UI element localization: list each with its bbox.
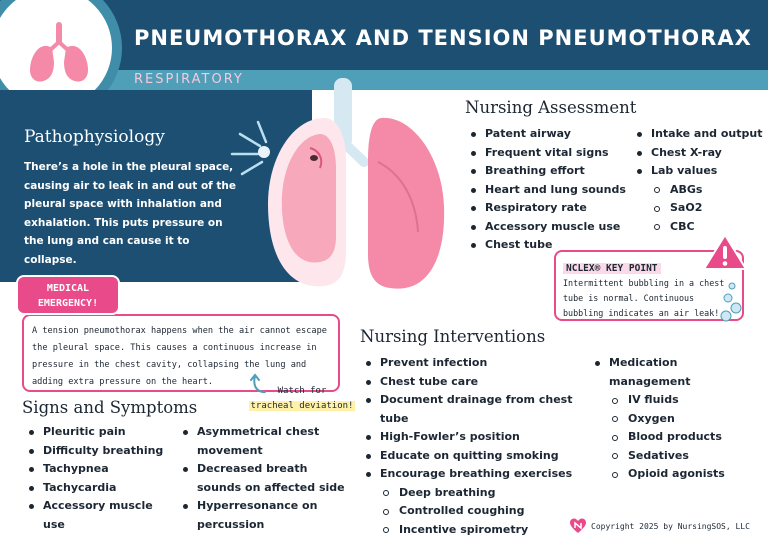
list-item: Educate on quitting smoking xyxy=(363,447,593,466)
list-subitem: Opioid agonists xyxy=(592,465,762,484)
signs-list-1 xyxy=(26,423,176,534)
list-item: Decreased breath sounds on affected side xyxy=(180,460,350,497)
list-item: Difficulty breathing xyxy=(26,442,176,461)
list-subitem: Oxygen xyxy=(592,410,762,429)
emergency-callout xyxy=(22,314,340,392)
list-subitem: Incentive spirometry xyxy=(363,521,593,540)
interventions-list-1 xyxy=(363,354,593,539)
list-item: Tachycardia xyxy=(26,479,176,498)
badge-line-2: EMERGENCY! xyxy=(37,298,99,309)
pathophysiology-title: Pathophysiology xyxy=(24,127,165,147)
badge-line-1: MEDICAL xyxy=(46,283,90,294)
list-item: Lab values xyxy=(634,162,764,181)
copyright-text: Copyright 2025 by NursingSOS, LLC xyxy=(591,521,750,531)
list-item: Encourage breathing exercises xyxy=(363,465,593,484)
list-item: Chest tube xyxy=(468,236,628,255)
bubbles-icon xyxy=(718,280,748,324)
list-item: Heart and lung sounds xyxy=(468,181,628,200)
signs-list-2 xyxy=(180,423,350,534)
list-subitem: Controlled coughing xyxy=(363,502,593,521)
list-item: Pleuritic pain xyxy=(26,423,176,442)
copyright-footer xyxy=(570,518,750,534)
list-subitem: Deep breathing xyxy=(363,484,593,503)
nursingsos-logo-icon xyxy=(570,518,586,534)
watch-line-1: Watch for xyxy=(277,386,327,396)
watch-line-2: tracheal deviation! xyxy=(250,401,354,411)
list-item: Prevent infection xyxy=(363,354,593,373)
nclex-title: NCLEX® KEY POINT xyxy=(563,263,661,274)
medical-emergency-badge xyxy=(16,275,120,315)
list-item: Accessory muscle use xyxy=(468,218,628,237)
assessment-list-1 xyxy=(468,125,628,255)
nclex-text: Intermittent bubbling in a chest tube is normal. Continuous bubbling indicates an air leak! xyxy=(563,278,725,318)
list-subitem: ABGs xyxy=(634,181,764,200)
lungs-icon xyxy=(24,18,94,88)
signs-title: Signs and Symptoms xyxy=(22,398,198,417)
list-item: Intake and output xyxy=(634,125,764,144)
list-item: Document drainage from chest tube xyxy=(363,391,593,428)
list-item: Medication management xyxy=(592,354,762,391)
list-item: Patent airway xyxy=(468,125,628,144)
list-subitem: IV fluids xyxy=(592,391,762,410)
list-subitem: SaO2 xyxy=(634,199,764,218)
list-item: Breathing effort xyxy=(468,162,628,181)
assessment-list-2 xyxy=(634,125,764,236)
assessment-title: Nursing Assessment xyxy=(465,98,637,117)
collapsed-lung-illustration xyxy=(228,76,480,310)
list-item: Tachypnea xyxy=(26,460,176,479)
list-subitem: Blood products xyxy=(592,428,762,447)
list-item: Asymmetrical chest movement xyxy=(180,423,350,460)
list-item: Respiratory rate xyxy=(468,199,628,218)
list-item: Frequent vital signs xyxy=(468,144,628,163)
interventions-list-2 xyxy=(592,354,762,484)
pathophysiology-text: There’s a hole in the pleural space, causing air to leak in and out of the pleural space with inhalation and exhalation. This puts pressure on the lung and can cause it to collapse. xyxy=(24,161,237,266)
interventions-title: Nursing Interventions xyxy=(360,327,546,346)
list-subitem: Sedatives xyxy=(592,447,762,466)
page-title: PNEUMOTHORAX AND TENSION PNEUMOTHORAX xyxy=(134,26,752,50)
list-item: Chest X-ray xyxy=(634,144,764,163)
tracheal-deviation-note xyxy=(246,384,358,414)
emergency-text: A tension pneumothorax happens when the air cannot escape the pleural space. This causes a continuous increase in pressure in the chest cavity, collapsing the lung and adding extra pressure on the heart. xyxy=(32,326,327,387)
category-label: RESPIRATORY xyxy=(134,72,244,87)
list-item: High-Fowler’s position xyxy=(363,428,593,447)
list-item: Chest tube care xyxy=(363,373,593,392)
list-item: Accessory muscle use xyxy=(26,497,176,534)
warning-icon xyxy=(702,232,748,272)
list-item: Hyperresonance on percussion xyxy=(180,497,350,534)
list-subitem: CBC xyxy=(634,218,764,237)
